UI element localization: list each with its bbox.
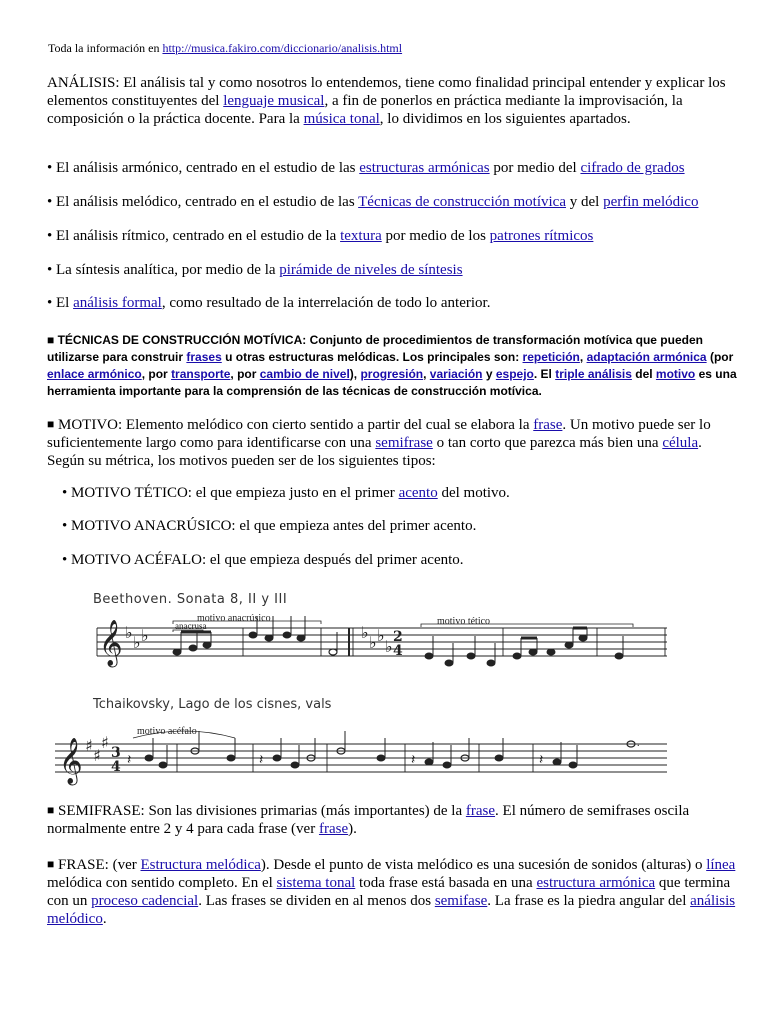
link-frase-2[interactable]: frase: [318, 821, 349, 837]
label-motivo-acefalo: motivo acéfalo: [137, 726, 197, 737]
text: . La frase es la piedra angular del: [487, 893, 691, 909]
svg-text:♭: ♭: [133, 633, 141, 652]
text: • El análisis armónico, centrado en el estudio de las: [47, 160, 360, 176]
text: • El: [47, 295, 74, 311]
square-bullet: ■: [47, 803, 55, 817]
motivo-anacrusico-item: • MOTIVO ANACRÚSICO: el que empieza antes del primer acento.: [62, 518, 477, 534]
text: . Según su métrica, los motivos pueden ser de los siguientes tipos:: [47, 435, 702, 469]
text: y: [482, 367, 496, 381]
link-tecnicas-construccion[interactable]: Técnicas de construcción motívica: [358, 194, 566, 210]
link-progresion[interactable]: progresión: [360, 367, 424, 381]
text: toda frase está basada en una: [355, 875, 537, 891]
text: ,: [579, 350, 587, 364]
link-frase[interactable]: frase: [533, 417, 563, 433]
link-transporte[interactable]: transporte: [171, 367, 231, 381]
svg-text:𝄽: 𝄽: [411, 752, 416, 768]
square-bullet: ■: [47, 857, 55, 871]
text: es una herramienta importante para la comprensión de las técnicas de construcción motívica.: [47, 367, 737, 398]
text: SEMIFRASE: Son las divisiones primarias (más importantes) de la: [54, 803, 466, 819]
analisis-paragraph: [47, 74, 727, 128]
text: FRASE: (ver: [54, 857, 141, 873]
text: . Las frases se dividen en al menos dos: [198, 893, 435, 909]
text: • El análisis melódico, centrado en el estudio de las: [47, 194, 359, 210]
label-anacrusa: anacrusa: [175, 621, 207, 631]
svg-text:𝄽: 𝄽: [127, 752, 132, 768]
text: • MOTIVO TÉTICO: el que empieza justo en el primer: [62, 485, 399, 501]
svg-text:𝄽: 𝄽: [259, 752, 264, 768]
link-cifrado-de-grados[interactable]: cifrado de grados: [580, 160, 685, 176]
link-semifase[interactable]: semifase: [434, 893, 488, 909]
text: por medio de los: [381, 228, 490, 244]
label-motivo-tetico: motivo tético: [437, 616, 491, 627]
link-analisis-formal[interactable]: análisis formal: [73, 295, 162, 311]
text: , como resultado de la interrelación de todo lo anterior.: [161, 295, 491, 311]
treble-clef-icon: 𝄞: [99, 620, 123, 666]
frase-paragraph: [47, 855, 737, 928]
text: TÉCNICAS DE CONSTRUCCIÓN MOTÍVICA: Conjunto de procedimientos de transformación motívica que pueden utilizarse para construir: [47, 333, 703, 364]
square-bullet: ■: [47, 333, 55, 347]
motivo-tetico-item: [62, 484, 510, 502]
link-estructura-melodica[interactable]: Estructura melódica: [140, 857, 261, 873]
svg-text:.: .: [637, 738, 640, 749]
link-triple-analisis[interactable]: triple análisis: [555, 367, 632, 381]
bullet-formal: [47, 294, 490, 312]
svg-text:♭: ♭: [125, 623, 133, 642]
link-patrones-ritmicos[interactable]: patrones rítmicos: [489, 228, 594, 244]
text: ). Desde el punto de vista melódico es una sucesión de sonidos (alturas) o: [260, 857, 707, 873]
square-bullet: ■: [47, 417, 55, 431]
beethoven-title: Beethoven. Sonata 8, II y III: [93, 592, 288, 607]
text: , por: [230, 367, 260, 381]
link-piramide-niveles[interactable]: pirámide de niveles de síntesis: [279, 262, 463, 278]
svg-text:♭: ♭: [141, 626, 149, 645]
link-sistema-tonal[interactable]: sistema tonal: [276, 875, 356, 891]
link-semifrase[interactable]: semifrase: [375, 435, 433, 451]
time3-top: 3: [111, 745, 121, 761]
tecnicas-paragraph: [47, 332, 737, 400]
link-estructuras-armonicas[interactable]: estructuras armónicas: [359, 160, 490, 176]
text: o tan corto que parezca más bien una: [432, 435, 663, 451]
text: del: [631, 367, 656, 381]
text: ANÁLISIS: El análisis tal y como nosotros lo entendemos, tiene como finalidad principal entender y explicar los elementos constituyentes del: [47, 75, 726, 109]
link-repeticion[interactable]: repetición: [522, 350, 580, 364]
text: .: [102, 911, 107, 927]
text: que termina con un: [47, 875, 731, 909]
text: por medio del: [489, 160, 581, 176]
text: , por: [141, 367, 172, 381]
source-line: [48, 41, 402, 55]
source-prefix: Toda la información en: [48, 41, 163, 55]
text: ),: [349, 367, 361, 381]
link-lenguaje-musical[interactable]: lenguaje musical: [223, 93, 325, 109]
text: ).: [348, 821, 357, 837]
text: , a fin de ponerlos en práctica mediante la improvisación, la composición o la práctica docente. Para la: [47, 93, 683, 127]
text: . El número de semifrases oscila normalmente entre 2 y 4 para cada frase (ver: [47, 803, 690, 837]
motivo-paragraph: [47, 415, 737, 470]
text: melódica con sentido completo. En el: [47, 875, 277, 891]
music-score-figure: [59, 586, 675, 786]
link-celula[interactable]: célula: [662, 435, 699, 451]
notes-staff-2: [127, 731, 640, 768]
svg-text:♭: ♭: [377, 626, 385, 645]
svg-text:♭: ♭: [361, 623, 369, 642]
label-motivo-anacrusico: motivo anacrúsico: [197, 613, 271, 624]
link-motivo[interactable]: motivo: [655, 367, 696, 381]
link-textura[interactable]: textura: [340, 228, 382, 244]
semifrase-paragraph: [47, 801, 737, 838]
bullet-ritmico: [47, 227, 593, 245]
svg-text:♯: ♯: [93, 746, 101, 765]
text: del motivo.: [437, 485, 510, 501]
link-estructura-armonica[interactable]: estructura armónica: [536, 875, 656, 891]
text: (por: [706, 350, 734, 364]
text: ,: [423, 367, 430, 381]
source-link[interactable]: http://musica.fakiro.com/diccionario/analisis.html: [162, 41, 403, 55]
link-adaptacion-armonica[interactable]: adaptación armónica: [586, 350, 707, 364]
link-cambio-de-nivel[interactable]: cambio de nivel: [259, 367, 350, 381]
text: , lo dividimos en los siguientes apartados.: [379, 111, 631, 127]
text: . El: [533, 367, 556, 381]
link-acento[interactable]: acento: [398, 485, 438, 501]
text: • El análisis rítmico, centrado en el estudio de la: [47, 228, 341, 244]
svg-text:𝄽: 𝄽: [539, 752, 544, 768]
bullet-melodico: [47, 193, 698, 211]
link-analisis-melodico[interactable]: análisis melódico: [47, 893, 736, 927]
motivo-acefalo-item: • MOTIVO ACÉFALO: el que empieza después del primer acento.: [62, 552, 464, 568]
link-enlace-armonico[interactable]: enlace armónico: [47, 367, 142, 381]
bullet-armonico: [47, 159, 685, 177]
time-sig-top: 2: [393, 629, 403, 645]
svg-text:♯: ♯: [85, 736, 93, 755]
link-perfin-melodico[interactable]: perfin melódico: [603, 194, 699, 210]
bullet-sintesis: [47, 261, 463, 279]
svg-text:♭: ♭: [369, 633, 377, 652]
text: y del: [565, 194, 604, 210]
time-sig-bottom: 4: [393, 643, 403, 659]
link-frase[interactable]: frase: [465, 803, 496, 819]
text: • La síntesis analítica, por medio de la: [47, 262, 280, 278]
tchaikovsky-title: Tchaikovsky, Lago de los cisnes, vals: [93, 697, 332, 712]
link-frases[interactable]: frases: [186, 350, 222, 364]
svg-text:♭: ♭: [385, 637, 393, 656]
treble-clef-2-icon: 𝄞: [59, 738, 83, 784]
text: u otras estructuras melódicas. Los principales son:: [221, 350, 523, 364]
link-proceso-cadencial[interactable]: proceso cadencial: [91, 893, 199, 909]
link-musica-tonal[interactable]: música tonal: [303, 111, 380, 127]
text: MOTIVO: Elemento melódico con cierto sentido a partir del cual se elabora la: [54, 417, 534, 433]
link-linea[interactable]: línea: [706, 857, 736, 873]
svg-text:♯: ♯: [101, 733, 109, 752]
text: . Un motivo puede ser lo suficientemente largo como para identificarse con una: [47, 417, 711, 451]
link-variacion[interactable]: variación: [429, 367, 483, 381]
key-signature-sharps: [85, 733, 109, 765]
time3-bottom: 4: [111, 759, 121, 775]
link-espejo[interactable]: espejo: [495, 367, 534, 381]
